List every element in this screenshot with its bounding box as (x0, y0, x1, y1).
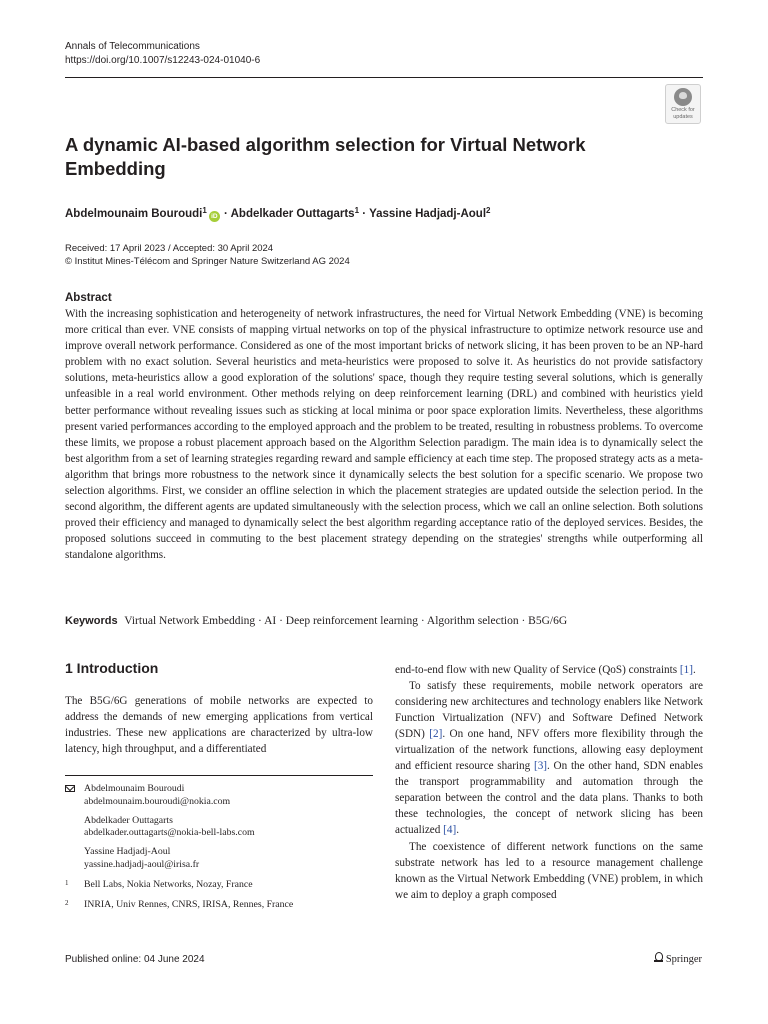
author-name[interactable]: Yassine Hadjadj-Aoul (369, 208, 487, 220)
received-accepted: Received: 17 April 2023 / Accepted: 30 April 2024 (65, 243, 274, 254)
affiliation-entry (65, 879, 373, 892)
contact-name: Yassine Hadjadj-Aoul (84, 846, 171, 858)
abstract-body: With the increasing sophistication and heterogeneity of network infrastructures, the need for Virtual Network Embedding (VNE) is becoming more critical than ever. VNE consists of mapping virtual networks on top of the physical infrastructure to optimize network resource use and improve overall network performance. Considered as one of the most important bricks of network slicing, it has been proven to be an NP-hard problem with no exact solution. Several heuristics and meta-heuristics were proposed to solve it. As heuristics do not provide satisfactory solutions, meta-heuristics allow a good exploration of the solutions' space, though they require testing several solutions, which is generally unfeasible in a real world environment. Other methods relying on deep reinforcement learning (DRL) and combined with heuristics yield better performance without revealing issues such as sticking at local minima or poor space exploration limits. Nevertheless, these algorithms present varied performances according to the employed approach and the problem to be treated, resulting in robustness problems. To overcome these limits, we propose a robust placement approach based on the Algorithm Selection paradigm. The main idea is to dynamically select the best algorithm from a set of learning strategies regarding reward and sample efficiency at each time step. The proposed strategy acts as a meta-algorithm that brings more robustness to the network since it dynamically selects the best solution for a specific scenario. We propose two selection algorithms. First, we consider an offline selection in which the placement strategies are updated outside the selection period. In the second algorithm, the different agents are updated simultaneously with the selection process, which we call an online selection. Both solutions proved their efficiency and managed to dynamically select the best algorithm regarding acceptance ratio of the deployed services. Besides, the proposed solutions succeed in commuting to the best placement strategy depending on the strategies' strengths while outperforming all standalone algorithms. (65, 308, 703, 562)
contact-email[interactable]: abdelmounaim.bouroudi@nokia.com (84, 795, 231, 807)
author-affiliation-marker: 1 (354, 206, 360, 215)
doi-link[interactable]: https://doi.org/10.1007/s12243-024-01040-6 (65, 55, 261, 66)
intro-paragraph: The B5G/6G generations of mobile networks are expected to address the demands of new emerging applications from vertical industries. These new applications are characterized by ultra-low latency, high throughput, and a differentiated (65, 695, 373, 756)
intro-paragraph: The coexistence of different network functions on the same substrate network has led to a resource management challenge known as the Virtual Network Embedding (VNE) problem, in which we aim to deploy a graph composed (395, 840, 703, 901)
intro-paragraph: end-to-end flow with new Quality of Service (QoS) constraints [1]. (395, 664, 696, 676)
envelope-icon (65, 785, 75, 792)
contact-email[interactable]: yassine.hadjadj-aoul@irisa.fr (84, 858, 200, 870)
crossmark-icon (674, 88, 692, 106)
affiliation-text: INRIA, Univ Rennes, CNRS, IRISA, Rennes, France (84, 898, 294, 910)
citation-link[interactable]: [3] (533, 760, 548, 773)
citation-link[interactable]: [2] (429, 728, 443, 741)
contact-entry (65, 846, 373, 872)
publisher-name: Springer (665, 954, 702, 965)
orcid-icon[interactable]: iD (209, 211, 220, 222)
publication-dates (65, 242, 350, 268)
affiliation-entry (65, 899, 373, 912)
keywords-label: Keywords (65, 615, 118, 627)
citation-link[interactable]: [4] (443, 824, 457, 837)
paper-title: A dynamic AI-based algorithm selection for Virtual Network Embedding (65, 134, 586, 179)
author-list (65, 203, 490, 222)
published-online: Published online: 04 June 2024 (65, 954, 205, 965)
author-affiliation-marker: 1 (202, 206, 207, 215)
citation-link[interactable]: [1] (679, 664, 693, 676)
contact-entry (65, 815, 373, 841)
section-heading-introduction: 1 Introduction (65, 660, 159, 676)
right-column (395, 662, 703, 903)
keywords-line (65, 613, 567, 629)
header-divider (65, 77, 703, 78)
left-column (65, 659, 373, 757)
affiliation-number: 1 (65, 878, 69, 887)
copyright-notice: © Institut Mines-Télécom and Springer Nature Switzerland AG 2024 (65, 256, 350, 267)
abstract-heading: Abstract (65, 292, 112, 304)
journal-name: Annals of Telecommunications (65, 41, 200, 52)
author-separator: · (220, 208, 231, 220)
check-for-updates-badge[interactable]: Check for updates (665, 84, 701, 124)
author-affiliation-marker: 2 (486, 206, 491, 215)
footnote-divider (65, 775, 373, 776)
contact-entry (65, 783, 373, 809)
keywords-list: Virtual Network Embedding · AI · Deep reinforcement learning · Algorithm selection · B5G/6G (124, 615, 568, 627)
publisher-logo (654, 952, 702, 967)
contact-name: Abdelkader Outtagarts (84, 814, 173, 826)
author-separator: · (359, 208, 370, 220)
contact-name: Abdelmounaim Bouroudi (84, 783, 185, 794)
journal-header (65, 40, 260, 68)
author-name[interactable]: Abdelmounaim Bouroudi (65, 208, 203, 220)
author-name[interactable]: Abdelkader Outtagarts (230, 208, 355, 220)
contact-email[interactable]: abdelkader.outtagarts@nokia-bell-labs.com (84, 827, 255, 839)
affiliation-number: 2 (65, 898, 69, 907)
affiliation-text: Bell Labs, Nokia Networks, Nozay, France (84, 878, 253, 890)
springer-horse-icon (654, 952, 663, 963)
intro-paragraph: To satisfy these requirements, mobile network operators are considering new architectures and technology enablers like Network Function Virtualization (NFV) and Software Defined Network (SDN) [2]. On one hand, NFV offers more flexibility through the virtualization of the network functions, allowing easy deployment and efficient resource sharing [3]. On the other hand, SDN enables the transport programmability and automation through the separation between the control and the data plans. Thanks to both these technologies, the concept of network slicing has been actualized [4]. (395, 680, 703, 837)
author-contacts (65, 783, 373, 911)
